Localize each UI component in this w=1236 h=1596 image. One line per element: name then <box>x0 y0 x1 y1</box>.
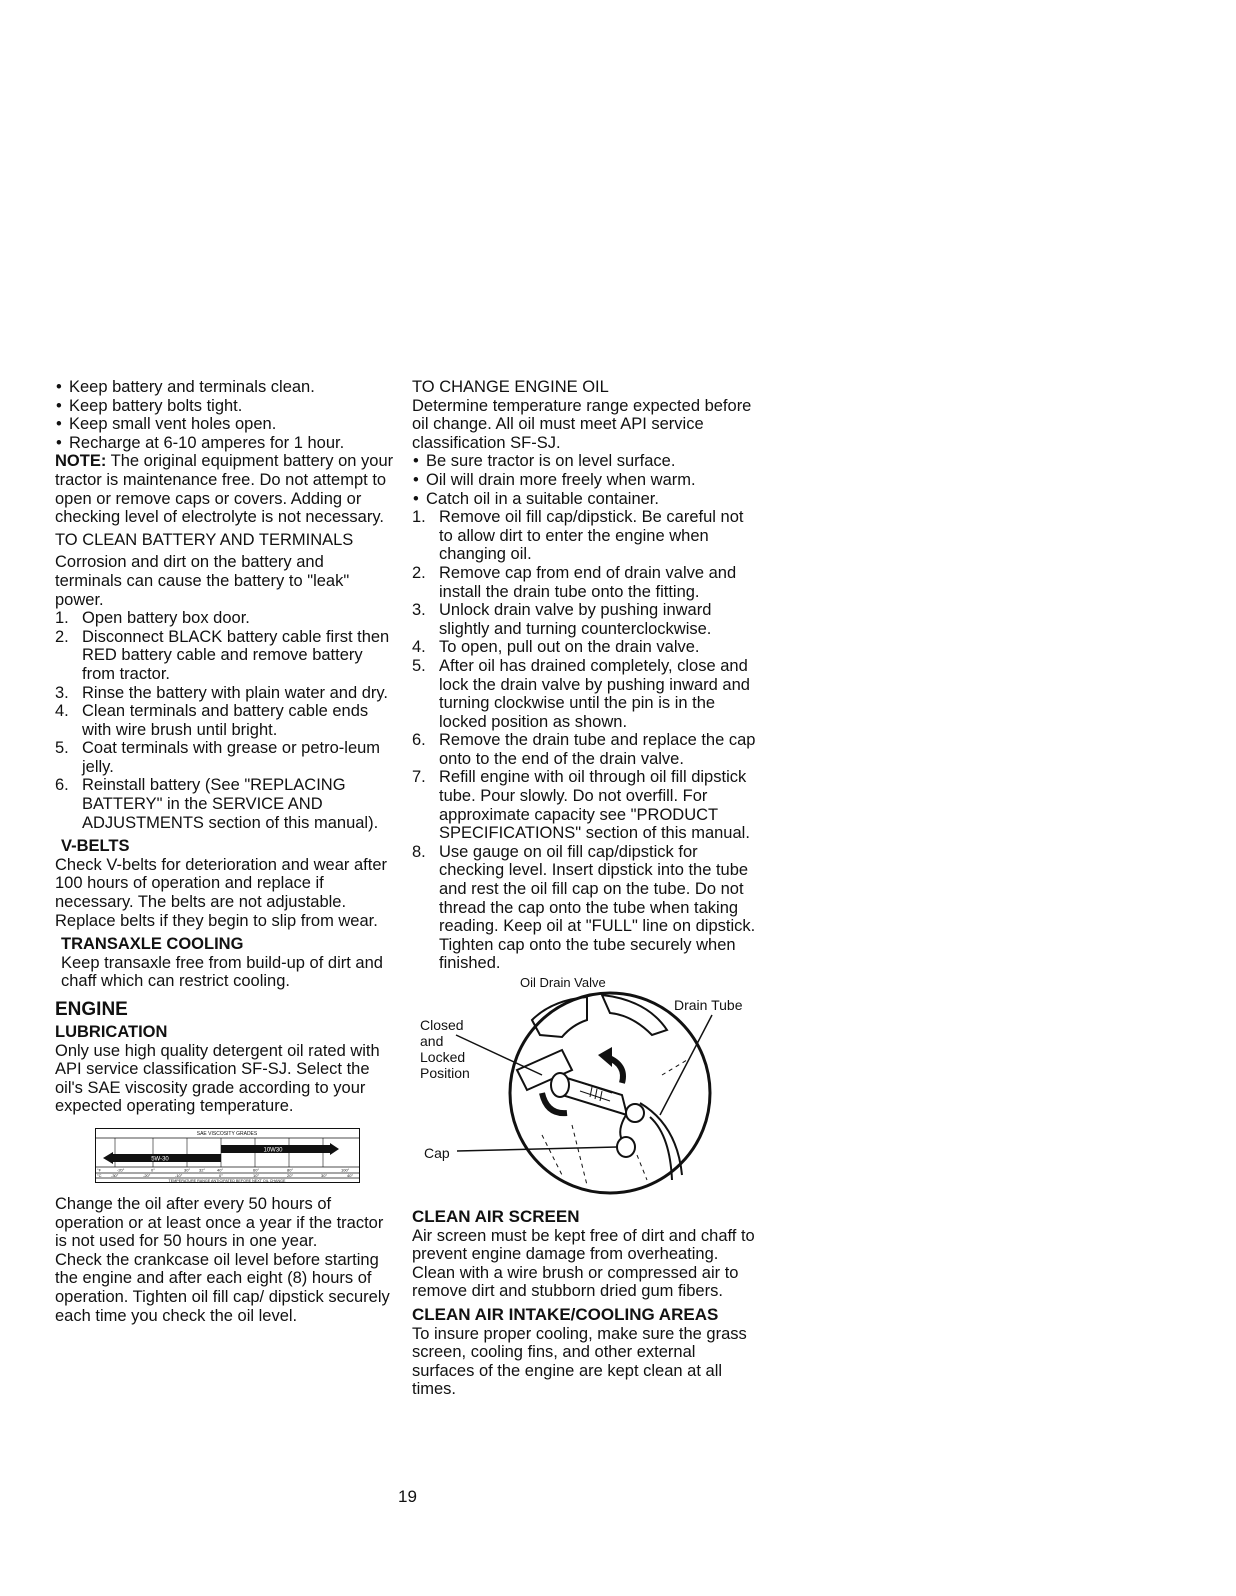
intake-text: To insure proper cooling, make sure the grass screen, cooling fins, and other external surfaces of the engine are kept clean at all times. <box>412 1324 747 1399</box>
tick-label: °C <box>97 1172 102 1178</box>
step-number: 3. <box>55 683 69 702</box>
battery-intro: Corrosion and dirt on the battery and terminals can cause the battery to "leak" power. <box>55 553 350 609</box>
step-text: Coat terminals with grease or petro-leum jelly. <box>82 739 381 776</box>
battery-steps <box>55 609 395 832</box>
drain-tube-label: Drain Tube <box>674 997 743 1013</box>
vbelts-heading: V-BELTS <box>61 837 130 856</box>
oil-bullet-list <box>412 452 757 508</box>
step-text: Remove cap from end of drain valve and install the drain tube onto the fitting. <box>439 563 737 601</box>
tick-label: -20° <box>143 1172 151 1178</box>
step-number: 1. <box>412 508 426 527</box>
tick-label: -10° <box>175 1172 183 1178</box>
oil-change-steps <box>412 508 757 973</box>
closed-label: Closed <box>420 1017 464 1033</box>
tick-label: 60° <box>253 1167 260 1173</box>
list-item: • Catch oil in a suitable container. <box>412 490 757 509</box>
note-paragraph <box>55 452 395 526</box>
step-number: 6. <box>412 731 426 750</box>
oil-change-heading: TO CHANGE ENGINE OIL <box>412 378 609 396</box>
list-item: • Keep battery and terminals clean. <box>55 378 395 397</box>
step-number: 3. <box>412 601 426 620</box>
list-item <box>412 657 757 731</box>
vbelts-text: Check V-belts for deterioration and wear after 100 hours of operation and replace if necessary. The belts are not adjustable. Replace belts if they begin to slip from wear. <box>55 855 388 930</box>
list-item <box>55 776 395 832</box>
grade-5w30-label: 5W-30 <box>151 1156 169 1163</box>
oil-drain-valve-figure <box>412 975 757 1200</box>
note-label: NOTE: <box>55 452 107 471</box>
grade-10w30-label: 10W30 <box>263 1147 283 1154</box>
step-text: To open, pull out on the drain valve. <box>439 638 700 657</box>
battery-bullet-list <box>55 378 395 452</box>
list-item <box>412 601 757 638</box>
tick-label: 30° <box>184 1167 191 1173</box>
tick-label: °F <box>97 1167 102 1173</box>
step-text: Unlock drain valve by pushing inward slightly and turning counterclockwise. <box>439 601 712 638</box>
step-text: Reinstall battery (See "REPLACING BATTERY" in the SERVICE AND ADJUSTMENTS section of this manual). <box>82 776 379 832</box>
list-item <box>412 843 757 973</box>
transaxle-heading: TRANSAXLE COOLING <box>61 935 244 954</box>
tick-label: -20° <box>117 1167 125 1173</box>
step-number: 2. <box>412 563 426 582</box>
step-text: Remove oil fill cap/dipstick. Be careful not to allow dirt to enter the engine when changing oil. <box>439 508 744 564</box>
viscosity-chart <box>95 1128 360 1183</box>
list-item: • Recharge at 6-10 amperes for 1 hour. <box>55 434 395 453</box>
step-text: Disconnect BLACK battery cable first then RED battery cable and remove battery from tractor. <box>82 627 390 683</box>
list-item <box>412 508 757 564</box>
page-number: 19 <box>398 1487 417 1506</box>
list-item <box>55 702 395 739</box>
transaxle-text: Keep transaxle free from build-up of dirt and chaff which can restrict cooling. <box>61 953 383 991</box>
list-item <box>412 731 757 768</box>
viscosity-chart-footer: TEMPERATURE RANGE ANTICIPATED BEFORE NEXT OIL CHANGE <box>168 1178 286 1183</box>
tick-label: 20° <box>287 1172 294 1178</box>
closed-leader-line <box>456 1035 542 1075</box>
list-item: • Keep small vent holes open. <box>55 415 395 434</box>
engine-heading: ENGINE <box>55 999 128 1020</box>
step-number: 5. <box>412 656 426 675</box>
cap-label: Cap <box>424 1145 450 1161</box>
list-item <box>412 768 757 842</box>
tick-label: 10° <box>253 1172 260 1178</box>
list-item: • Keep battery bolts tight. <box>55 397 395 416</box>
step-number: 2. <box>55 627 69 646</box>
intake-heading: CLEAN AIR INTAKE/COOLING AREAS <box>412 1304 719 1324</box>
step-text: Remove the drain tube and replace the cap onto to the end of the drain valve. <box>439 731 756 768</box>
and-label: and <box>420 1033 444 1049</box>
tick-label: 30° <box>321 1172 328 1178</box>
list-item: • Oil will drain more freely when warm. <box>412 471 757 490</box>
tick-label: 80° <box>287 1167 294 1173</box>
list-item <box>412 638 757 657</box>
list-item: • Be sure tractor is on level surface. <box>412 452 757 471</box>
figure-title: Oil Drain Valve <box>520 975 606 990</box>
cap-leader-line <box>457 1147 617 1151</box>
step-number: 1. <box>55 609 69 628</box>
step-number: 7. <box>412 768 426 787</box>
position-label: Position <box>420 1065 470 1081</box>
step-text: Clean terminals and battery cable ends with wire brush until bright. <box>82 702 369 739</box>
tick-label: 100° <box>341 1167 350 1173</box>
tick-label: 40° <box>217 1167 224 1173</box>
list-item <box>55 609 395 628</box>
tick-label: 0° <box>151 1167 155 1173</box>
right-column <box>412 378 757 1399</box>
step-text: Open battery box door. <box>82 609 250 628</box>
list-item <box>55 628 395 684</box>
battery-heading: TO CLEAN BATTERY AND TERMINALS <box>55 530 354 549</box>
step-number: 6. <box>55 776 69 795</box>
step-text: After oil has drained completely, close and lock the drain valve by pushing inward and turning clockwise until the pin is in the locked position as shown. <box>439 656 750 731</box>
air-screen-heading: CLEAN AIR SCREEN <box>412 1207 580 1226</box>
step-number: 4. <box>412 638 426 657</box>
note-text: The original equipment battery on your tractor is maintenance free. Do not attempt to open or remove caps or covers. Adding or checking level of electrolyte is not necessary. <box>55 452 394 527</box>
drain-valve-illustration <box>412 975 757 1200</box>
viscosity-chart-title: SAE VISCOSITY GRADES <box>196 1130 258 1137</box>
oil-change-intro: Determine temperature range expected before oil change. All oil must meet API service classification SF-SJ. <box>412 396 752 452</box>
tick-label: 32° <box>199 1167 206 1173</box>
lubrication-heading: LUBRICATION <box>55 1023 168 1041</box>
step-number: 5. <box>55 739 69 758</box>
step-text: Refill engine with oil through oil fill dipstick tube. Pour slowly. Do not overfill. For approximate capacity see "PRODUCT SPECIFICATIONS" section of this manual. <box>439 768 750 843</box>
tick-label: -30° <box>111 1172 119 1178</box>
tick-label: 0° <box>219 1172 223 1178</box>
oil-change-interval-text: Change the oil after every 50 hours of operation or at least once a year if the tractor is not used for 50 hours in one year. <box>55 1194 384 1251</box>
step-text: Use gauge on oil fill cap/dipstick for checking level. Insert dipstick into the tube and rest the oil fill cap on the tube. Do not thread the cap onto the tube when taking reading. Keep oil at "FULL" line on dipstick. Tighten cap onto the tube securely when finished. <box>439 842 756 973</box>
list-item <box>55 739 395 776</box>
step-number: 8. <box>412 842 426 861</box>
tick-label: 40° <box>347 1172 354 1178</box>
list-item <box>412 564 757 601</box>
air-screen-text: Air screen must be kept free of dirt and chaff to prevent engine damage from overheating. Clean with a wire brush or compressed air to remove dirt and stubborn dried gum fibers. <box>412 1226 755 1301</box>
viscosity-chart-graphic <box>95 1128 360 1183</box>
lubrication-text: Only use high quality detergent oil rated with API service classification SF-SJ. Select the oil's SAE viscosity grade according to your expected operating temperature. <box>55 1041 380 1116</box>
crankcase-check-text: Check the crankcase oil level before starting the engine and after each eight (8) hours of operation. Tighten oil fill cap/ dipstick securely each time you check the oil level. <box>55 1250 390 1325</box>
step-number: 4. <box>55 702 69 721</box>
left-column <box>55 378 395 1325</box>
locked-label: Locked <box>420 1049 466 1065</box>
step-text: Rinse the battery with plain water and dry. <box>82 683 389 702</box>
list-item <box>55 684 395 703</box>
